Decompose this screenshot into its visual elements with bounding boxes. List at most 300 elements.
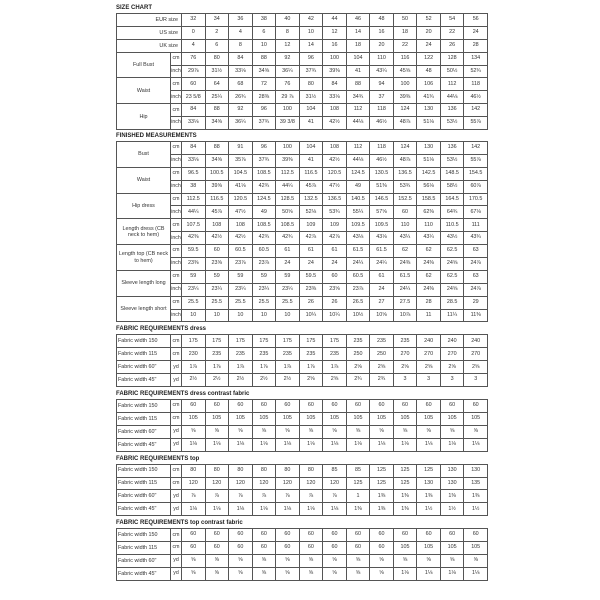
unit-cell: cm	[171, 167, 182, 180]
value-cell: 88	[205, 142, 229, 155]
value-cell: 96.5	[182, 167, 206, 180]
value-cell: 23⅞	[346, 283, 370, 296]
value-cell: ⅝	[252, 567, 276, 580]
value-cell: 120	[299, 477, 323, 490]
value-cell: 60	[205, 245, 229, 258]
value-cell: 24	[276, 258, 300, 271]
value-cell: 33⅛	[323, 91, 347, 104]
value-cell: 72	[252, 78, 276, 91]
unit-cell: cm	[171, 104, 182, 117]
value-cell: 60	[346, 529, 370, 542]
size-row-label: US size	[117, 26, 182, 39]
value-cell: 136.5	[323, 193, 347, 206]
value-cell: ⅝	[393, 554, 417, 567]
measure-label: Full Bust	[117, 52, 171, 78]
value-cell: 45⅝	[393, 65, 417, 78]
unit-cell: inch	[171, 232, 182, 245]
value-cell: 48	[370, 14, 394, 27]
value-cell: ⅝	[346, 425, 370, 438]
value-cell: 45⅞	[205, 206, 229, 219]
value-cell: 128.5	[276, 193, 300, 206]
value-cell: 104	[346, 52, 370, 65]
fabric-row	[117, 438, 488, 451]
unit-cell: cm	[171, 335, 182, 348]
value-cell: ⅝	[417, 554, 441, 567]
value-cell: 105	[393, 412, 417, 425]
value-cell: 12	[323, 26, 347, 39]
value-cell: 24⅞	[464, 283, 488, 296]
finished-row	[117, 219, 488, 232]
value-cell: 59	[229, 270, 253, 283]
fabric-row	[117, 412, 488, 425]
value-cell: 175	[276, 335, 300, 348]
value-cell: 175	[205, 335, 229, 348]
value-cell: 37	[370, 91, 394, 104]
fabric-row	[117, 567, 488, 580]
value-cell: 61.5	[346, 245, 370, 258]
value-cell: ⅝	[182, 567, 206, 580]
value-cell: 43¾	[464, 232, 488, 245]
value-cell: ⅝	[323, 554, 347, 567]
value-cell: 235	[229, 348, 253, 361]
value-cell: 240	[417, 335, 441, 348]
value-cell: ⅝	[393, 425, 417, 438]
value-cell: 105	[299, 412, 323, 425]
value-cell: ⅝	[417, 425, 441, 438]
value-cell: 42¾	[276, 232, 300, 245]
value-cell: 175	[229, 335, 253, 348]
value-cell: 59	[252, 270, 276, 283]
value-cell: 111	[464, 219, 488, 232]
value-cell: 124	[393, 104, 417, 117]
value-cell: 60	[299, 529, 323, 542]
value-cell: ⅝	[182, 554, 206, 567]
value-cell: 132.5	[299, 193, 323, 206]
finished-row	[117, 296, 488, 309]
unit-cell: cm	[171, 219, 182, 232]
value-cell: 28	[464, 39, 488, 52]
value-cell: 42½	[323, 117, 347, 130]
value-cell: 11¼	[440, 309, 464, 322]
value-cell: 3	[393, 374, 417, 387]
value-cell: 16	[323, 39, 347, 52]
value-cell: 85	[323, 464, 347, 477]
unit-cell: yd	[171, 490, 182, 503]
value-cell: 125	[393, 464, 417, 477]
value-cell: 60	[205, 400, 229, 413]
value-cell: 60	[464, 400, 488, 413]
value-cell: 46½	[370, 117, 394, 130]
value-cell: 105	[323, 412, 347, 425]
value-cell: 152.5	[393, 193, 417, 206]
value-cell: 16	[370, 26, 394, 39]
value-cell: 235	[393, 335, 417, 348]
fabric-requirements-table	[116, 334, 488, 387]
value-cell: 1⅜	[393, 490, 417, 503]
value-cell: 27	[370, 296, 394, 309]
value-cell: 63	[464, 245, 488, 258]
value-cell: 84	[323, 78, 347, 91]
value-cell: 105	[393, 542, 417, 555]
value-cell: 1⅛	[393, 567, 417, 580]
value-cell: 37¾	[252, 154, 276, 167]
value-cell: 270	[464, 348, 488, 361]
value-cell: 1⅜	[417, 490, 441, 503]
value-cell: 60	[393, 400, 417, 413]
value-cell: 84	[229, 52, 253, 65]
value-cell: 35⅞	[229, 154, 253, 167]
value-cell: ⅝	[440, 554, 464, 567]
value-cell: 62.5	[440, 270, 464, 283]
value-cell: 135	[464, 477, 488, 490]
value-cell: 25.5	[229, 296, 253, 309]
value-cell: 60	[440, 400, 464, 413]
value-cell: 20	[417, 26, 441, 39]
value-cell: 59	[276, 270, 300, 283]
fabric-row	[117, 335, 488, 348]
value-cell: 1⅛	[464, 567, 488, 580]
value-cell: 64	[205, 78, 229, 91]
value-cell: 1⅛	[323, 503, 347, 516]
value-cell: 108	[323, 142, 347, 155]
unit-cell: inch	[171, 283, 182, 296]
value-cell: 80	[205, 464, 229, 477]
value-cell: 28.5	[440, 296, 464, 309]
value-cell: 60	[323, 400, 347, 413]
value-cell: 51⅛	[417, 117, 441, 130]
value-cell: 25¼	[205, 91, 229, 104]
fabric-row	[117, 490, 488, 503]
value-cell: 24⅜	[393, 258, 417, 271]
value-cell: 41	[346, 65, 370, 78]
finished-label: Sleeve length long	[117, 270, 171, 296]
value-cell: 88	[205, 104, 229, 117]
value-cell: 80	[276, 464, 300, 477]
value-cell: 1⅜	[464, 490, 488, 503]
value-cell: 59	[205, 270, 229, 283]
value-cell: 60	[346, 542, 370, 555]
value-cell: 10⅝	[370, 309, 394, 322]
value-cell: 1⅛	[440, 438, 464, 451]
value-cell: 42	[299, 14, 323, 27]
value-cell: 52¾	[464, 65, 488, 78]
value-cell: 124.5	[252, 193, 276, 206]
value-cell: 60.5	[346, 270, 370, 283]
fabric-width-label: Fabric width 150	[117, 464, 171, 477]
value-cell: 52	[417, 14, 441, 27]
value-cell: 125	[370, 477, 394, 490]
value-cell: ⅝	[276, 567, 300, 580]
unit-cell: yd	[171, 361, 182, 374]
value-cell: 23¼	[182, 283, 206, 296]
value-cell: 164.5	[440, 193, 464, 206]
value-cell: 80	[299, 464, 323, 477]
unit-cell: yd	[171, 374, 182, 387]
value-cell: 34¾	[346, 91, 370, 104]
value-cell: 120.5	[323, 167, 347, 180]
unit-cell: cm	[171, 542, 182, 555]
value-cell: 60.5	[229, 245, 253, 258]
value-cell: 60	[229, 529, 253, 542]
value-cell: 1⅛	[393, 438, 417, 451]
value-cell: 60	[252, 400, 276, 413]
value-cell: ⅞	[276, 490, 300, 503]
value-cell: 1⅛	[182, 503, 206, 516]
value-cell: 2⅝	[393, 361, 417, 374]
value-cell: 60	[323, 542, 347, 555]
value-cell: ⅝	[370, 567, 394, 580]
value-cell: 60	[252, 542, 276, 555]
value-cell: 61	[276, 245, 300, 258]
value-cell: 105	[205, 412, 229, 425]
value-cell: 10	[252, 39, 276, 52]
value-cell: 44⅛	[346, 154, 370, 167]
value-cell: 48⅞	[393, 117, 417, 130]
value-cell: 39⅜	[276, 154, 300, 167]
unit-cell: yd	[171, 554, 182, 567]
value-cell: 48⅞	[393, 154, 417, 167]
value-cell: 1⅛	[417, 438, 441, 451]
value-cell: ⅞	[229, 490, 253, 503]
value-cell: 46½	[464, 91, 488, 104]
value-cell: 96	[299, 52, 323, 65]
value-cell: 10¼	[323, 309, 347, 322]
unit-cell: yd	[171, 567, 182, 580]
value-cell: 100	[276, 142, 300, 155]
value-cell: 116	[393, 52, 417, 65]
value-cell: 59.5	[299, 270, 323, 283]
value-cell: 24⅝	[440, 283, 464, 296]
value-cell: 60⅞	[464, 180, 488, 193]
value-cell: 2⅝	[464, 361, 488, 374]
unit-cell: inch	[171, 258, 182, 271]
value-cell: 53½	[440, 154, 464, 167]
value-cell: 40	[276, 14, 300, 27]
value-cell: 110	[370, 52, 394, 65]
value-cell: 42¾	[252, 232, 276, 245]
value-cell: 2¾	[346, 374, 370, 387]
value-cell: 175	[252, 335, 276, 348]
value-cell: 130.5	[370, 167, 394, 180]
fabric-width-label: Fabric width 115	[117, 348, 171, 361]
fabric-width-label: Fabric width 150	[117, 335, 171, 348]
value-cell: 43⅛	[346, 232, 370, 245]
value-cell: 60	[252, 529, 276, 542]
value-cell: 120	[205, 477, 229, 490]
value-cell: 80	[299, 78, 323, 91]
value-cell: 25.5	[205, 296, 229, 309]
value-cell: 29 ⅞	[276, 91, 300, 104]
value-cell: ⅝	[464, 554, 488, 567]
value-cell: 39⅜	[323, 65, 347, 78]
value-cell: 53¾	[393, 180, 417, 193]
value-cell: 42⅞	[323, 232, 347, 245]
fabric-row	[117, 374, 488, 387]
value-cell: 8	[229, 39, 253, 52]
measure-row	[117, 78, 488, 91]
finished-row	[117, 258, 488, 271]
value-cell: 84	[182, 142, 206, 155]
value-cell: 60	[440, 529, 464, 542]
value-cell: 142	[464, 104, 488, 117]
fabric-width-label: Fabric width 45"	[117, 503, 171, 516]
value-cell: 270	[417, 348, 441, 361]
measure-row	[117, 91, 488, 104]
value-cell: ⅝	[229, 554, 253, 567]
value-cell: 48	[417, 65, 441, 78]
finished-label: Hip dress	[117, 193, 171, 219]
value-cell: 105	[417, 542, 441, 555]
value-cell: 60	[229, 400, 253, 413]
value-cell: 140.5	[346, 193, 370, 206]
value-cell: 1⅛	[370, 438, 394, 451]
value-cell: 39 3/8	[276, 117, 300, 130]
value-cell: 33⅛	[182, 117, 206, 130]
fabric-row	[117, 400, 488, 413]
value-cell: 158.5	[417, 193, 441, 206]
value-cell: 1½	[440, 503, 464, 516]
value-cell: 1⅛	[229, 438, 253, 451]
value-cell: 1⅛	[252, 503, 276, 516]
value-cell: 60	[205, 542, 229, 555]
value-cell: 34⅝	[252, 65, 276, 78]
section-title-fabric: FABRIC REQUIREMENTS dress contrast fabric	[116, 391, 250, 398]
value-cell: 38	[252, 14, 276, 27]
value-cell: 2½	[229, 374, 253, 387]
value-cell: 50½	[440, 65, 464, 78]
measure-label: Hip	[117, 104, 171, 130]
value-cell: ⅝	[346, 554, 370, 567]
fabric-row	[117, 361, 488, 374]
value-cell: 1⅛	[205, 438, 229, 451]
value-cell: 51⅜	[370, 180, 394, 193]
value-cell: 170.5	[464, 193, 488, 206]
value-cell: 116.5	[299, 167, 323, 180]
value-cell: 29⅞	[182, 65, 206, 78]
value-cell: 80	[205, 52, 229, 65]
finished-label: Length top (CB neck to hem)	[117, 245, 171, 271]
value-cell: ⅝	[205, 554, 229, 567]
value-cell: 120.5	[229, 193, 253, 206]
value-cell: 112	[346, 142, 370, 155]
value-cell: 41¾	[417, 91, 441, 104]
value-cell: 12	[276, 39, 300, 52]
value-cell: 27.5	[393, 296, 417, 309]
value-cell: 24	[299, 258, 323, 271]
value-cell: 62	[393, 245, 417, 258]
value-cell: 107.5	[182, 219, 206, 232]
value-cell: 105	[182, 412, 206, 425]
value-cell: ⅝	[299, 554, 323, 567]
value-cell: 235	[323, 348, 347, 361]
value-cell: 110.5	[440, 219, 464, 232]
value-cell: ⅝	[276, 554, 300, 567]
value-cell: 60	[182, 400, 206, 413]
value-cell: 26¾	[229, 91, 253, 104]
value-cell: 1⅞	[299, 361, 323, 374]
value-cell: 32	[182, 14, 206, 27]
value-cell: 55⅞	[464, 154, 488, 167]
value-cell: ⅝	[229, 567, 253, 580]
value-cell: 100	[276, 104, 300, 117]
value-cell: 0	[182, 26, 206, 39]
value-cell: 105	[464, 412, 488, 425]
value-cell: 1½	[417, 503, 441, 516]
value-cell: 130	[440, 477, 464, 490]
value-cell: 136.5	[393, 167, 417, 180]
value-cell: 10	[205, 309, 229, 322]
value-cell: 62⅜	[417, 206, 441, 219]
value-cell: 8	[276, 26, 300, 39]
fabric-width-label: Fabric width 150	[117, 400, 171, 413]
finished-row	[117, 142, 488, 155]
value-cell: 1⅛	[323, 438, 347, 451]
value-cell: 270	[440, 348, 464, 361]
value-cell: ⅞	[252, 490, 276, 503]
unit-cell: inch	[171, 309, 182, 322]
value-cell: 49	[346, 180, 370, 193]
value-cell: 118	[464, 78, 488, 91]
value-cell: 42½	[205, 232, 229, 245]
value-cell: 60	[323, 529, 347, 542]
value-cell: 60.5	[252, 245, 276, 258]
value-cell: 61.5	[370, 245, 394, 258]
value-cell: 63	[464, 270, 488, 283]
value-cell: 100.5	[205, 167, 229, 180]
value-cell: 112	[346, 104, 370, 117]
value-cell: 22	[393, 39, 417, 52]
finished-row	[117, 245, 488, 258]
value-cell: 23¼	[229, 283, 253, 296]
value-cell: ⅝	[370, 554, 394, 567]
value-cell: 1⅛	[346, 438, 370, 451]
value-cell: 105	[370, 412, 394, 425]
unit-cell: cm	[171, 400, 182, 413]
value-cell: 42½	[229, 232, 253, 245]
value-cell: 1⅜	[393, 503, 417, 516]
unit-cell: inch	[171, 65, 182, 78]
value-cell: ⅝	[299, 425, 323, 438]
value-cell: 55¼	[346, 206, 370, 219]
value-cell: 3	[417, 374, 441, 387]
value-cell: 26	[440, 39, 464, 52]
value-cell: 116.5	[205, 193, 229, 206]
fabric-width-label: Fabric width 45"	[117, 567, 171, 580]
value-cell: ⅝	[323, 567, 347, 580]
value-cell: 106	[417, 78, 441, 91]
value-cell: ⅝	[276, 425, 300, 438]
value-cell: 130	[417, 477, 441, 490]
value-cell: 34⅝	[205, 154, 229, 167]
section-title-size-chart: SIZE CHART	[116, 5, 152, 11]
value-cell: 148.5	[440, 167, 464, 180]
value-cell: 11	[417, 309, 441, 322]
value-cell: 108	[323, 104, 347, 117]
value-cell: 28	[417, 296, 441, 309]
value-cell: 39⅝	[205, 180, 229, 193]
value-cell: 60	[276, 529, 300, 542]
value-cell: 10⅞	[393, 309, 417, 322]
value-cell: 109	[299, 219, 323, 232]
value-cell: 108	[229, 219, 253, 232]
value-cell: 46	[346, 14, 370, 27]
value-cell: 42⅞	[299, 232, 323, 245]
value-cell: ⅝	[370, 425, 394, 438]
value-cell: 23⅜	[182, 258, 206, 271]
value-cell: 105	[229, 412, 253, 425]
value-cell: 270	[393, 348, 417, 361]
value-cell: 61	[299, 245, 323, 258]
